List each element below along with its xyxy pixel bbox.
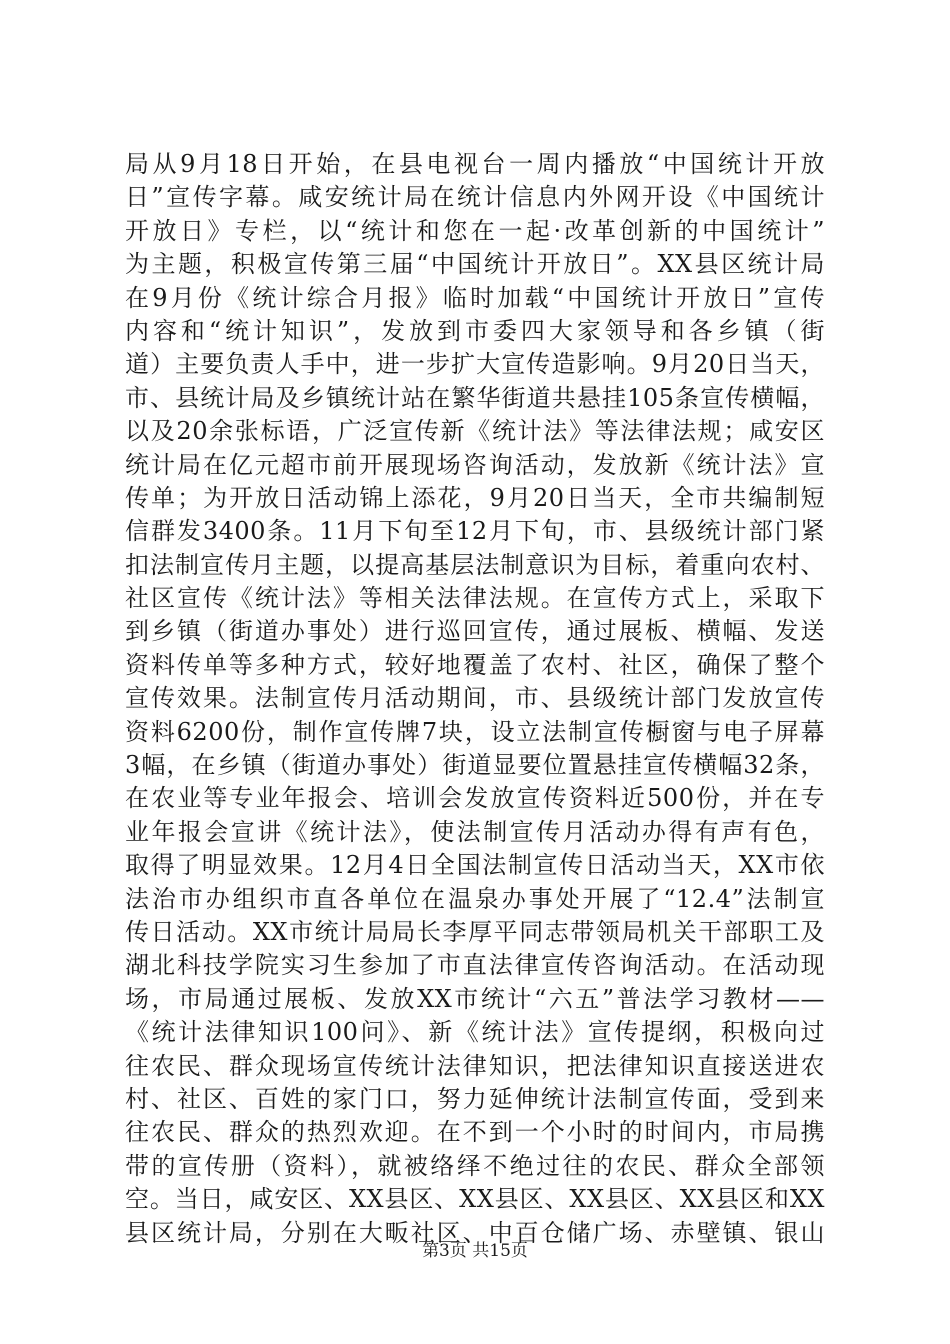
body-text — [125, 148, 825, 1250]
text-line: 宣传效果。法制宣传月活动期间，市、县级统计部门发放宣传 — [125, 684, 825, 713]
text-line: 县区统计局，分别在大畈社区、中百仓储广场、赤壁镇、银山 — [125, 1218, 825, 1247]
text-line: 信群发3400条。11月下旬至12月下旬，市、县级统计部门紧 — [125, 517, 825, 546]
text-line: 统计局在亿元超市前开展现场咨询活动，发放新《统计法》宣 — [125, 450, 825, 479]
text-line: 场，市局通过展板、发放XX市统计“六五”普法学习教材—— — [125, 984, 825, 1013]
text-line: 局从9月18日开始，在县电视台一周内播放“中国统计开放 — [125, 150, 825, 178]
text-line: 3幅，在乡镇（街道办事处）街道显要位置悬挂宣传横幅32条， — [125, 751, 825, 780]
text-line: 法治市办组织市直各单位在温泉办事处开展了“12.4”法制宣 — [125, 884, 825, 913]
text-line: 村、社区、百姓的家门口，努力延伸统计法制宣传面，受到来 — [125, 1084, 825, 1113]
text-line: 开放日》专栏，以“统计和您在一起·改革创新的中国统计” — [125, 216, 825, 245]
text-line: 取得了明显效果。12月4日全国法制宣传日活动当天，XX市依 — [125, 851, 825, 880]
text-line: 内容和“统计知识”，发放到市委四大家领导和各乡镇（街 — [125, 316, 825, 345]
text-line: 资料6200份，制作宣传牌7块，设立法制宣传橱窗与电子屏幕 — [125, 717, 825, 746]
text-line: 到乡镇（街道办事处）进行巡回宣传，通过展板、横幅、发送 — [125, 617, 825, 646]
text-line: 传日活动。XX市统计局局长李厚平同志带领局机关干部职工及 — [125, 917, 825, 946]
text-line: 传单；为开放日活动锦上添花，9月20日当天，全市共编制短 — [125, 483, 825, 512]
text-line: 在农业等专业年报会、培训会发放宣传资料近500份，并在专 — [125, 784, 825, 813]
text-line: 在9月份《统计综合月报》临时加载“中国统计开放日”宣传 — [125, 283, 825, 312]
text-line: 社区宣传《统计法》等相关法律法规。在宣传方式上，采取下 — [125, 584, 825, 613]
text-line: 日”宣传字幕。咸安统计局在统计信息内外网开设《中国统计 — [125, 183, 825, 212]
text-line: 以及20余张标语，广泛宣传新《统计法》等法律法规；咸安区 — [125, 417, 825, 446]
text-line: 道）主要负责人手中，进一步扩大宣传造影响。9月20日当天， — [125, 350, 825, 379]
text-line: 往农民、群众的热烈欢迎。在不到一个小时的时间内，市局携 — [125, 1118, 825, 1147]
text-line: 空。当日，咸安区、XX县区、XX县区、XX县区、XX县区和XX — [125, 1185, 825, 1214]
text-line: 扣法制宣传月主题，以提高基层法制意识为目标，着重向农村、 — [125, 550, 825, 579]
text-line: 资料传单等多种方式，较好地覆盖了农村、社区，确保了整个 — [125, 650, 825, 679]
text-line: 湖北科技学院实习生参加了市直法律宣传咨询活动。在活动现 — [125, 951, 825, 980]
text-line: 市、县统计局及乡镇统计站在繁华街道共悬挂105条宣传横幅， — [125, 383, 825, 412]
page-number-footer: 第3页 共15页 — [422, 1241, 528, 1261]
text-line: 为主题，积极宣传第三届“中国统计开放日”。XX县区统计局 — [125, 250, 825, 279]
text-line: 《统计法律知识100问》、新《统计法》宣传提纲，积极向过 — [125, 1018, 825, 1047]
text-line: 业年报会宣讲《统计法》，使法制宣传月活动办得有声有色， — [125, 817, 825, 846]
text-line: 带的宣传册（资料），就被络绎不绝过往的农民、群众全部领 — [125, 1151, 825, 1180]
text-line: 往农民、群众现场宣传统计法律知识，把法律知识直接送进农 — [125, 1051, 825, 1080]
